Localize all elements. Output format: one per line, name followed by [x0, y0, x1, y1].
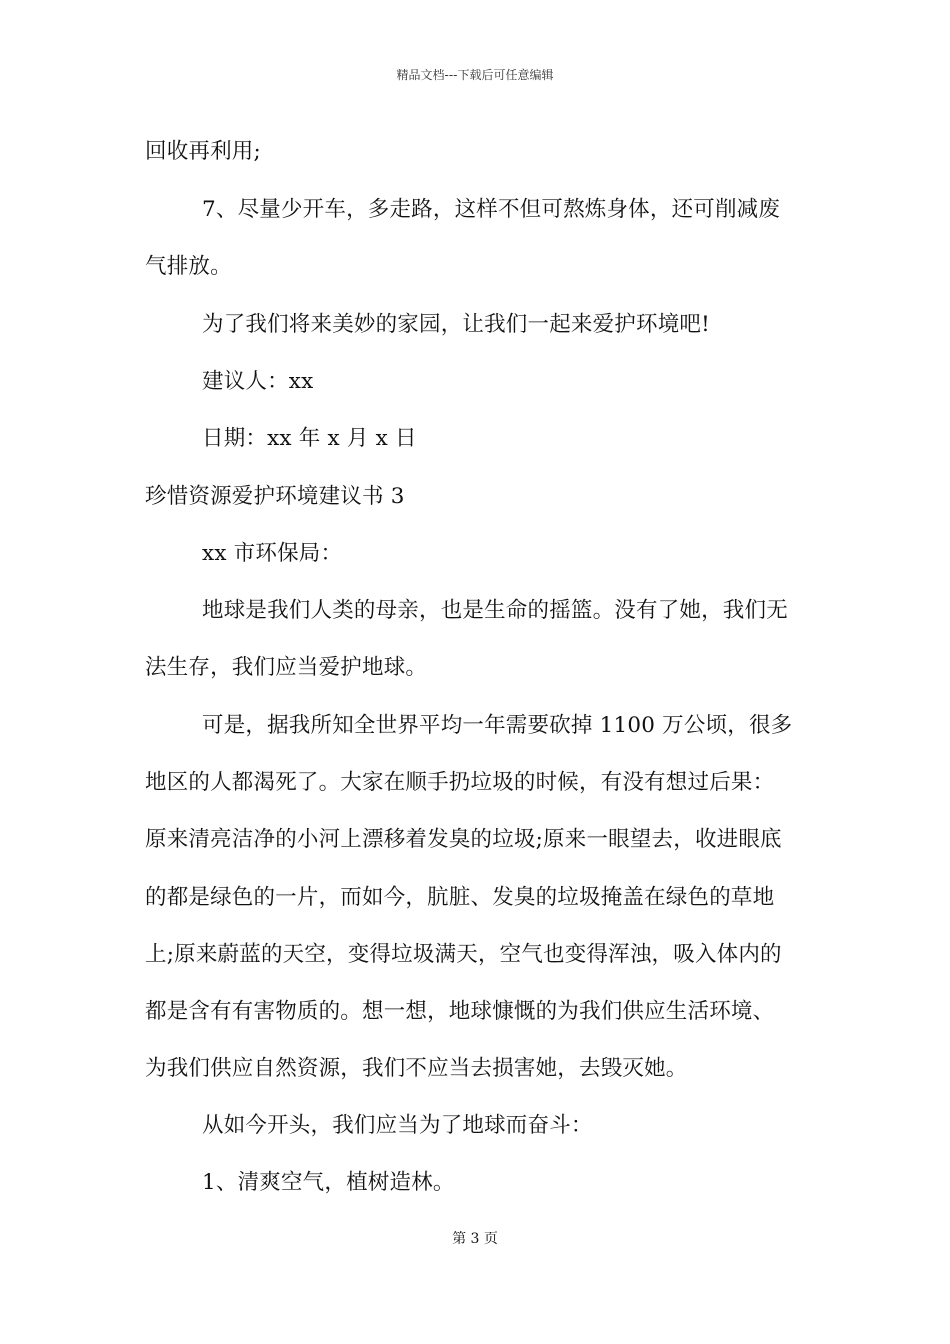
text-line: 为我们供应自然资源，我们不应当去损害她，去毁灭她。	[145, 1056, 688, 1081]
text-line: 都是含有有害物质的。想一想，地球慷慨的为我们供应生活环境、	[145, 999, 775, 1024]
text-line: 7、尽量少开车，多走路，这样不但可熬炼身体，还可削减废	[202, 197, 781, 222]
text-line: 气排放。	[145, 254, 232, 279]
page-header: 精品文档---下载后可任意编辑	[396, 68, 554, 82]
text-line: 原来清亮洁净的小河上漂移着发臭的垃圾;原来一眼望去，收进眼底	[145, 827, 782, 852]
text-line: 为了我们将来美妙的家园，让我们一起来爱护环境吧!	[202, 312, 710, 337]
text-line: 上;原来蔚蓝的天空，变得垃圾满天，空气也变得浑浊，吸入体内的	[145, 942, 782, 967]
text-line: 1、清爽空气，植树造林。	[202, 1170, 455, 1195]
text-line: 可是，据我所知全世界平均一年需要砍掉 1100 万公顷，很多	[202, 713, 793, 738]
text-line: 从如今开头，我们应当为了地球而奋斗：	[202, 1113, 593, 1138]
page-number: 第 3 页	[452, 1231, 498, 1247]
text-line: 日期：xx 年 x 月 x 日	[202, 426, 417, 451]
section-title: 珍惜资源爱护环境建议书 3	[145, 484, 405, 509]
text-line: xx 市环保局：	[202, 541, 343, 566]
text-line: 回收再利用;	[145, 139, 261, 164]
text-line: 建议人：xx	[202, 369, 314, 394]
text-line: 的都是绿色的一片，而如今，肮脏、发臭的垃圾掩盖在绿色的草地	[145, 885, 775, 910]
text-line: 地区的人都渴死了。大家在顺手扔垃圾的时候，有没有想过后果：	[145, 770, 775, 795]
text-line: 法生存，我们应当爱护地球。	[145, 655, 428, 680]
text-line: 地球是我们人类的母亲，也是生命的摇篮。没有了她，我们无	[202, 598, 788, 623]
